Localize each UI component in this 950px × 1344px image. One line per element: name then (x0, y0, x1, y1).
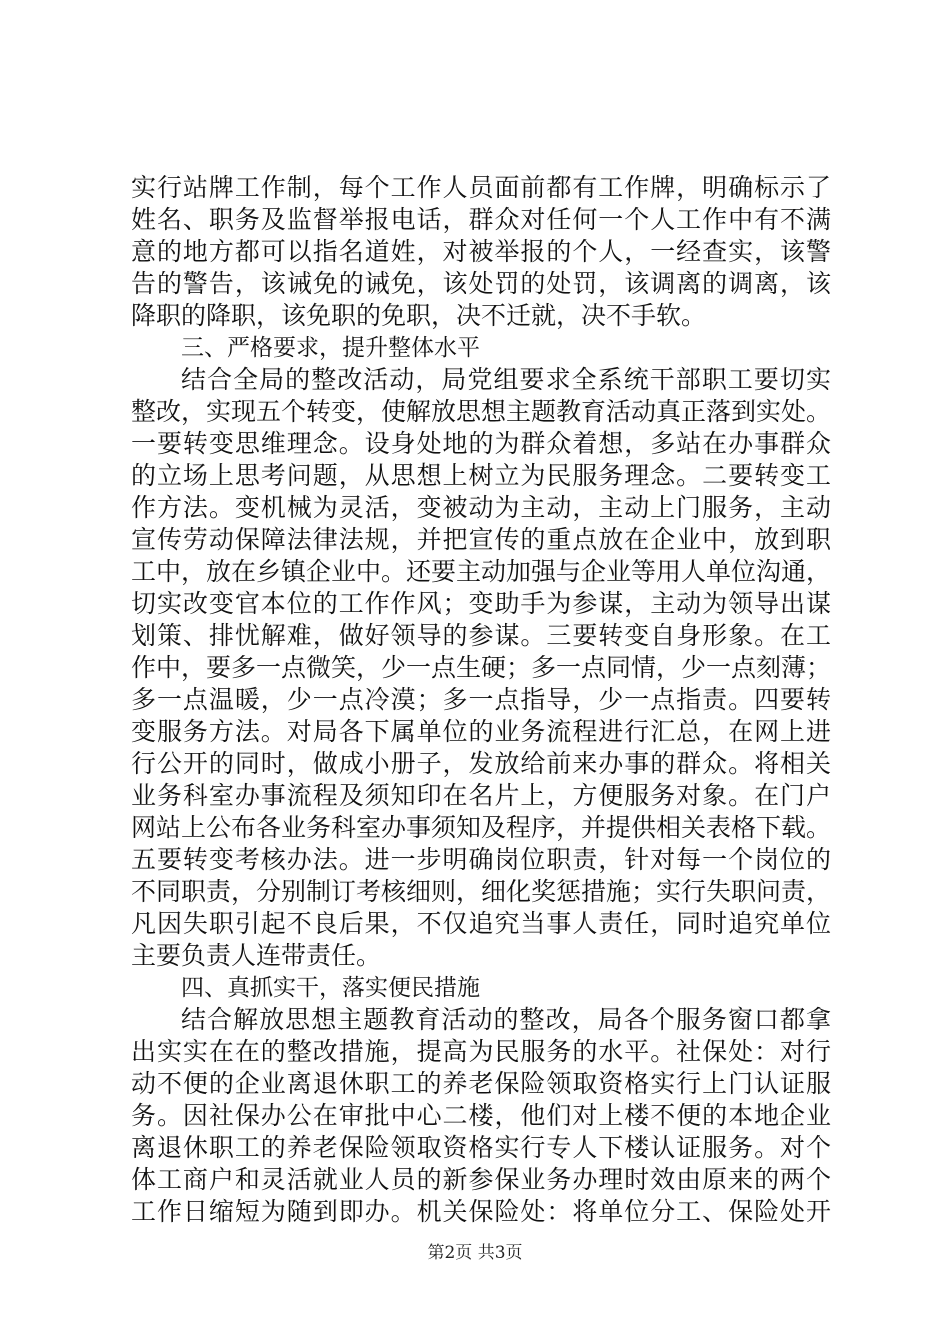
text-line: 出实实在在的整改措施，提高为民服务的水平。社保处：对行 (131, 1037, 831, 1066)
text-line: 姓名、职务及监督举报电话，群众对任何一个人工作中有不满 (131, 205, 831, 234)
text-line: 行公开的同时，做成小册子，发放给前来办事的群众。将相关 (131, 749, 831, 778)
document-body (131, 172, 831, 1228)
text-line: 告的警告，该诫免的诫免，该处罚的处罚，该调离的调离，该 (131, 269, 831, 298)
text-line: 降职的降职，该免职的免职，决不迁就，决不手软。 (131, 301, 707, 330)
text-line: 凡因失职引起不良后果，不仅追究当事人责任，同时追究单位 (131, 909, 831, 938)
paragraph-first-line: 结合解放思想主题教育活动的整改，局各个服务窗口都拿 (181, 1005, 831, 1034)
text-line: 工作日缩短为随到即办。机关保险处：将单位分工、保险处开 (131, 1197, 831, 1226)
text-line: 实行站牌工作制，每个工作人员面前都有工作牌，明确标示了 (131, 173, 831, 202)
text-line: 网站上公布各业务科室办事须知及程序，并提供相关表格下载。 (131, 813, 831, 842)
section-heading: 三、严格要求，提升整体水平 (181, 335, 480, 361)
text-line: 动不便的企业离退休职工的养老保险领取资格实行上门认证服 (131, 1069, 831, 1098)
text-line: 作中，要多一点微笑，少一点生硬；多一点同情，少一点刻薄； (131, 653, 831, 682)
text-line: 多一点温暖，少一点冷漠；多一点指导，少一点指责。四要转 (131, 685, 831, 714)
text-line: 切实改变官本位的工作作风；变助手为参谋，主动为领导出谋 (131, 589, 831, 618)
text-line: 整改，实现五个转变，使解放思想主题教育活动真正落到实处。 (131, 397, 831, 426)
text-line: 业务科室办事流程及须知印在名片上，方便服务对象。在门户 (131, 781, 831, 810)
text-line: 的立场上思考问题，从思想上树立为民服务理念。二要转变工 (131, 461, 831, 490)
text-line: 意的地方都可以指名道姓，对被举报的个人，一经查实，该警 (131, 237, 831, 266)
text-line: 宣传劳动保障法律法规，并把宣传的重点放在企业中，放到职 (131, 525, 831, 554)
text-line: 工中，放在乡镇企业中。还要主动加强与企业等用人单位沟通， (131, 557, 831, 586)
text-line: 主要负责人连带责任。 (131, 941, 382, 970)
text-line: 作方法。变机械为灵活，变被动为主动，主动上门服务，主动 (131, 493, 831, 522)
text-line: 一要转变思维理念。设身处地的为群众着想，多站在办事群众 (131, 429, 831, 458)
text-line: 五要转变考核办法。进一步明确岗位职责，针对每一个岗位的 (131, 845, 831, 874)
paragraph-first-line: 结合全局的整改活动，局党组要求全系统干部职工要切实 (181, 365, 831, 394)
text-line: 务。因社保办公在审批中心二楼，他们对上楼不便的本地企业 (131, 1101, 831, 1130)
text-line: 变服务方法。对局各下属单位的业务流程进行汇总，在网上进 (131, 717, 831, 746)
page-number-footer: 第2页 共3页 (427, 1243, 523, 1263)
text-line: 划策、排忧解难，做好领导的参谋。三要转变自身形象。在工 (131, 621, 831, 650)
text-line: 体工商户和灵活就业人员的新参保业务办理时效由原来的两个 (131, 1165, 831, 1194)
section-heading: 四、真抓实干，落实便民措施 (181, 975, 480, 1001)
text-line: 不同职责，分别制订考核细则，细化奖惩措施；实行失职问责， (131, 877, 831, 906)
text-line: 离退休职工的养老保险领取资格实行专人下楼认证服务。对个 (131, 1133, 831, 1162)
